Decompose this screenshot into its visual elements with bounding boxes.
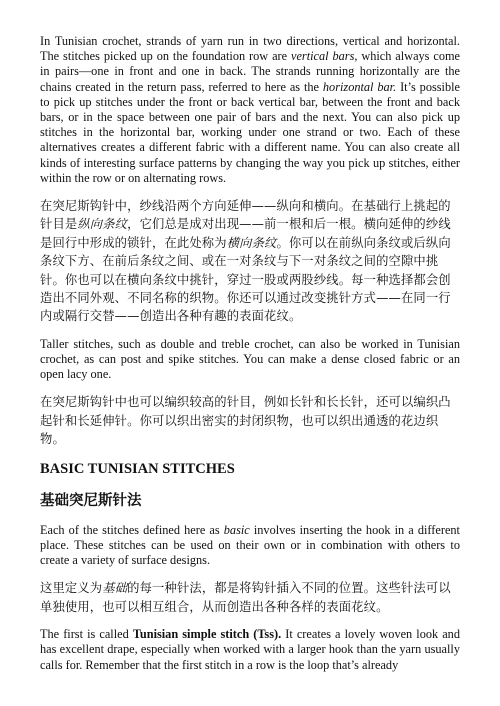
paragraph-intro-en bbox=[40, 34, 460, 186]
paragraph-tss-en bbox=[40, 627, 460, 673]
section-heading-zh: 基础突尼斯针法 bbox=[40, 492, 142, 509]
term-horizontal-bar: horizontal bar. bbox=[322, 79, 397, 94]
section-heading-en: BASIC TUNISIAN STITCHES bbox=[40, 460, 235, 477]
term-vertical-bars: vertical bars bbox=[291, 49, 355, 64]
text-run: ，它们总是成对出现——前一根和后一根。横向延伸的纱线是回行中形成的锁针，在此处称为 bbox=[40, 217, 451, 250]
term-horizontal-bar-zh: 横向条纹 bbox=[226, 235, 277, 250]
paragraph-intro-zh bbox=[40, 197, 460, 326]
text-run: , which always come in pairs—one in front and one in back. The strands running horizontally are the chains created in the return pass, referred to here as the bbox=[40, 49, 460, 94]
paragraph-basic-en bbox=[40, 523, 460, 569]
text-run: Each of the stitches defined here as bbox=[40, 522, 224, 537]
paragraph-taller-stitches-en: Taller stitches, such as double and treble crochet, can also be worked in Tunisian crochet, as can post and spike stitches. You can make a dense closed fabric or an open lacy one. bbox=[40, 336, 460, 382]
text-run: It creates a lovely woven look and has excellent drape, especially when worked with a larger hook than the yarn usually calls for. Remember that the first stitch in a row is the loop that’s already bbox=[40, 627, 460, 672]
term-basic-zh: 基础 bbox=[102, 581, 128, 596]
text-run: In Tunisian crochet, strands of yarn run in two directions, vertical and horizontal. The stitches picked up on the foundation row are bbox=[40, 34, 460, 64]
text-run: The first is called bbox=[40, 627, 133, 642]
text-run: 这里定义为 bbox=[40, 581, 103, 596]
term-vertical-bars-zh: 纵向条纹 bbox=[77, 217, 128, 232]
text-run: involves inserting the hook in a different place. These stitches can be used on their own or in combination with others to create a variety of surface designs. bbox=[40, 522, 460, 568]
term-basic: basic bbox=[223, 522, 250, 537]
term-tunisian-simple-stitch: Tunisian simple stitch (Tss). bbox=[132, 627, 282, 642]
text-run: 在突尼斯钩针中，纱线沿两个方向延伸——纵向和横向。在基础行上挑起的针目是 bbox=[40, 199, 451, 232]
text-run: It’s possible to pick up stitches under the front or back vertical bar, between the front and back bars, or in the space between one pair of bars and the next. You can also pick up stitches in the horizontal bar, working under one strand or two. Each of these alternatives creates a different fabric with a different name. You can also create all kinds of interesting surface patterns by changing the way you pick up stitches, either within the row or on alternating rows. bbox=[40, 79, 460, 185]
text-run: 的每一种针法，都是将钩针插入不同的位置。这些针法可以单独使用，也可以相互组合，从而创造出各种各样的表面花纹。 bbox=[40, 581, 451, 614]
paragraph-basic-zh bbox=[40, 579, 460, 616]
paragraph-taller-stitches-zh: 在突尼斯钩针中也可以编织较高的针目，例如长针和长长针，还可以编织凸起针和长延伸针。你可以织出密实的封闭织物，也可以织出通透的花边织物。 bbox=[40, 395, 451, 447]
text-run: 。你可以在前纵向条纹或后纵向条纹下方、在前后条纹之间、或在一对条纹与下一对条纹之间的空隙中挑针。你也可以在横向条纹中挑针，穿过一股或两股纱线。每一种选择都会创造出不同外观、不同名称的织物。你还可以通过改变挑针方式——在同一行内或隔行交替——创造出各种有趣的表面花纹。 bbox=[40, 235, 451, 324]
